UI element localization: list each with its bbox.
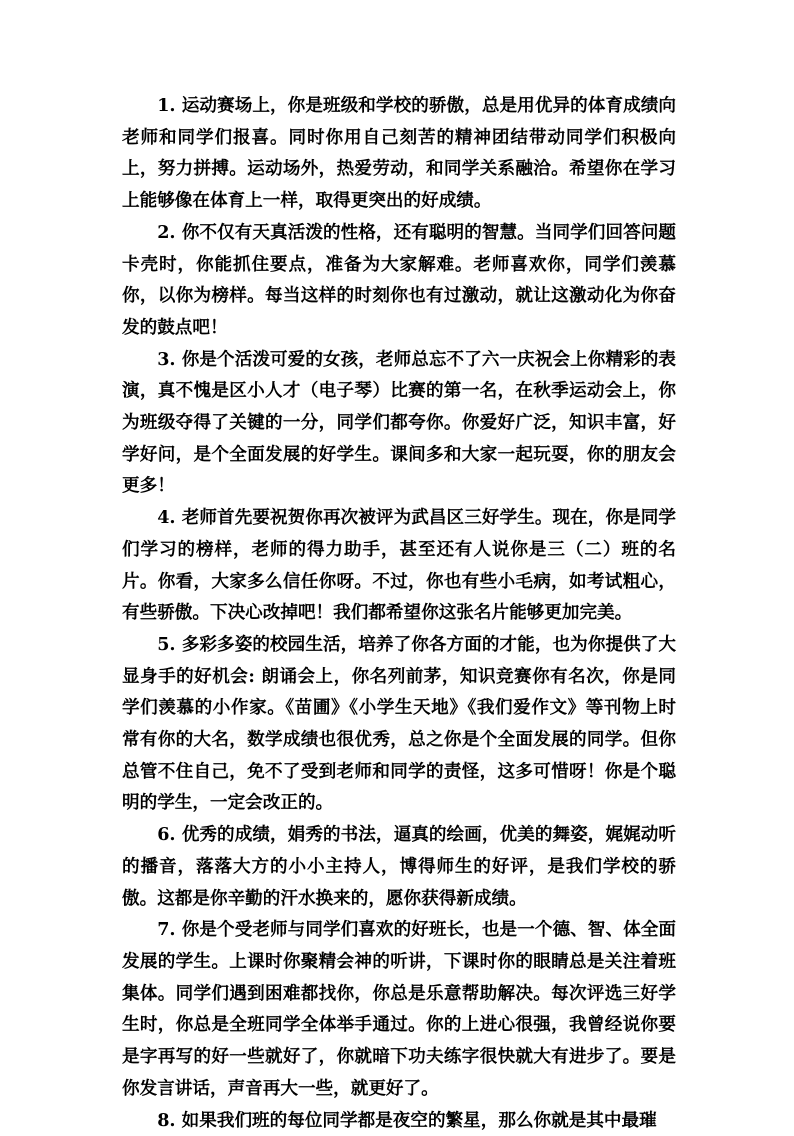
comment-paragraph-7: 7. 你是个受老师与同学们喜欢的好班长，也是一个德、智、体全面发展的学生。上课时你聚精会神的听讲，下课时你的眼睛总是关注着班集体。同学们遇到困难都找你，你总是乐意帮助解决。每次评选三好学生时，你总是全班同学全体举手通过。你的上进心很强，我曾经说你要是字再写的好一些就好了，你就暗下功夫练字很快就大有进步了。要是你发言讲话，声音再大一些，就更好了。 (122, 914, 676, 1104)
comment-paragraph-2: 2. 你不仅有天真活泼的性格，还有聪明的智慧。当同学们回答问题卡壳时，你能抓住要点，准备为大家解难。老师喜欢你，同学们羡慕你，以你为榜样。每当这样的时刻你也有过激动，就让这激动化为你奋发的鼓点吧！ (122, 217, 676, 344)
comment-paragraph-6: 6. 优秀的成绩，娟秀的书法，逼真的绘画，优美的舞姿，娓娓动听的播音，落落大方的小小主持人，博得师生的好评，是我们学校的骄傲。这都是你辛勤的汗水换来的，愿你获得新成绩。 (122, 819, 676, 914)
comment-paragraph-5: 5. 多彩多姿的校园生活，培养了你各方面的才能，也为你提供了大显身手的好机会: 朗诵会上，你名列前茅，知识竞赛你有名次，你是同学们羡慕的小作家。《苗圃》《小学生天地》《我们爱作文》等刊物上时常有你的大名，数学成绩也很优秀，总之你是个全面发展的同学。但你总管不住自己，免不了受到老师和同学的责怪，这多可惜呀！你是个聪明的学生，一定会改正的。 (122, 629, 676, 819)
comment-paragraph-8: 8. 如果我们班的每位同学都是夜空的繁星，那么你就是其中最璀 (122, 1105, 676, 1136)
comment-paragraph-3: 3. 你是个活泼可爱的女孩，老师总忘不了六一庆祝会上你精彩的表演，真不愧是区小人才（电子琴）比赛的第一名，在秋季运动会上，你为班级夺得了关键的一分，同学们都夸你。你爱好广泛，知识丰富，好学好问，是个全面发展的好学生。课间多和大家一起玩耍，你的朋友会更多！ (122, 344, 676, 503)
document-page (122, 90, 676, 1136)
comment-paragraph-1: 1. 运动赛场上，你是班级和学校的骄傲，总是用优异的体育成绩向老师和同学们报喜。同时你用自己刻苦的精神团结带动同学们积极向上，努力拼搏。运动场外，热爱劳动，和同学关系融洽。希望你在学习上能够像在体育上一样，取得更突出的好成绩。 (122, 90, 676, 217)
comment-paragraph-4: 4. 老师首先要祝贺你再次被评为武昌区三好学生。现在，你是同学们学习的榜样，老师的得力助手，甚至还有人说你是三（二）班的名片。你看，大家多么信任你呀。不过，你也有些小毛病，如考试粗心，有些骄傲。下决心改掉吧！我们都希望你这张名片能够更加完美。 (122, 502, 676, 629)
